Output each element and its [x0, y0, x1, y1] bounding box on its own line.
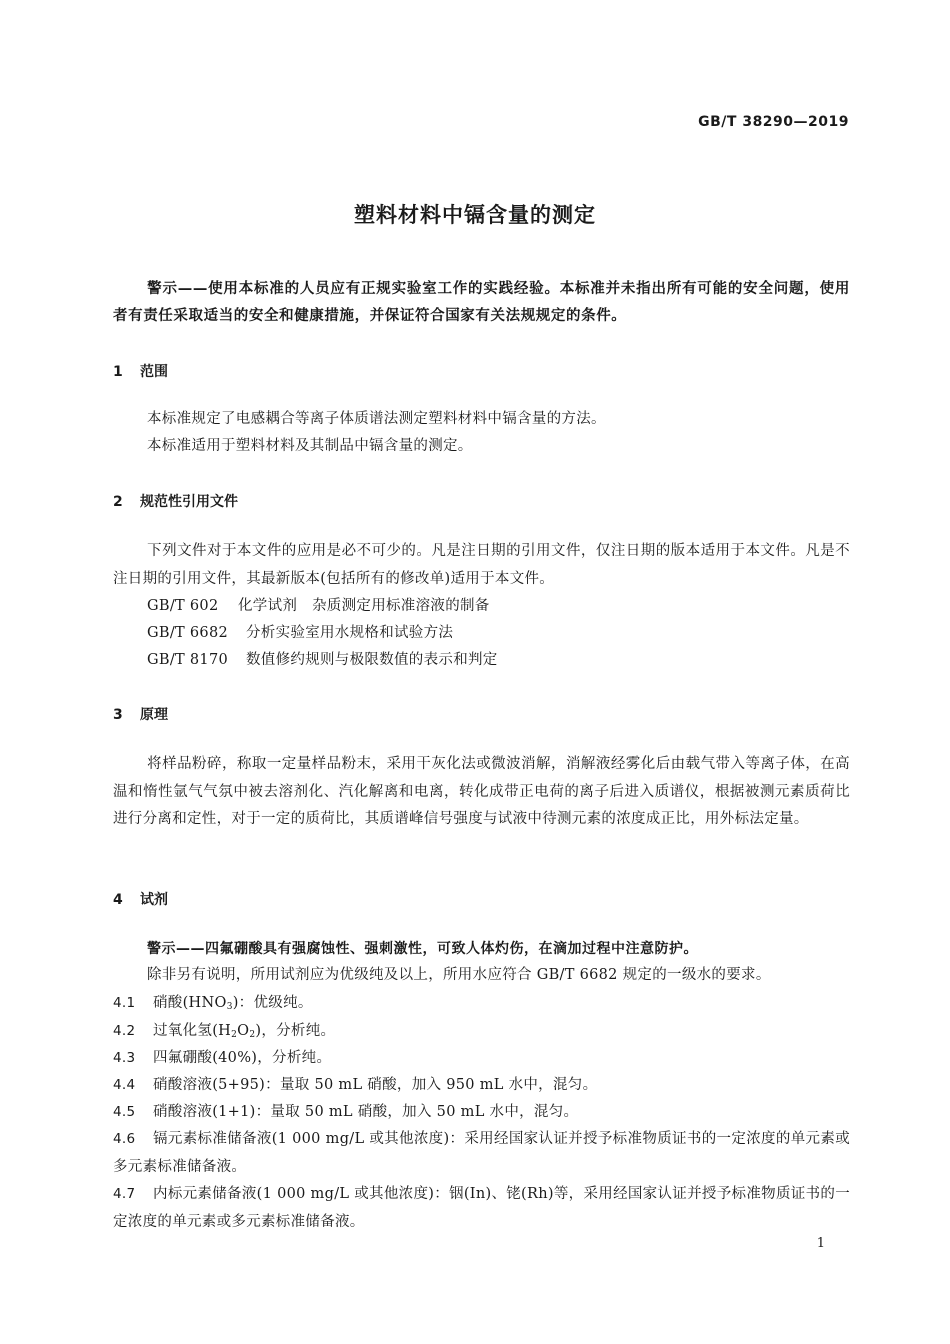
reagent-item: 4.7 内标元素储备液(1 000 mg/L 或其他浓度)：铟(In)、铑(Rh)等，采用经国家认证并授予标准物质证书的一定浓度的单元素或多元素标准储备液。	[113, 1186, 850, 1230]
scope-paragraph-2: 本标准适用于塑料材料及其制品中镉含量的测定。	[147, 438, 473, 454]
standard-code: GB/T 38290—2019	[698, 114, 849, 130]
safety-warning	[113, 276, 850, 330]
section-heading-scope: 1 范围	[113, 364, 168, 380]
reagent-item: 4.3 四氟硼酸(40%)，分析纯。	[113, 1050, 332, 1066]
reagent-item: 4.6 镉元素标准储备液(1 000 mg/L 或其他浓度)：采用经国家认证并授予标准物质证书的一定浓度的单元素或多元素标准储备液。	[113, 1131, 850, 1175]
reagent-warning: 警示——四氟硼酸具有强腐蚀性、强刺激性，可致人体灼伤，在滴加过程中注意防护。	[147, 941, 698, 957]
reagent-item: 4.1 硝酸$(HNO_3)$：优级纯。	[113, 995, 313, 1012]
reagent-intro: 除非另有说明，所用试剂应为优级纯及以上，所用水应符合 GB/T 6682 规定的一级水的要求。	[147, 967, 771, 983]
reference-item: GB/T 602 化学试剂 杂质测定用标准溶液的制备	[147, 598, 490, 614]
reference-item: GB/T 6682 分析实验室用水规格和试验方法	[147, 625, 454, 641]
section-heading-principle: 3 原理	[113, 707, 168, 723]
section-heading-reagents: 4 试剂	[113, 892, 168, 908]
safety-warning-text: 警示——使用本标准的人员应有正规实验室工作的实践经验。本标准并未指出所有可能的安全问题，使用者有责任采取适当的安全和健康措施，并保证符合国家有关法规规定的条件。	[113, 281, 850, 324]
page-number: 1	[816, 1236, 825, 1251]
reference-item: GB/T 8170 数值修约规则与极限数值的表示和判定	[147, 652, 498, 668]
scope-paragraph-1: 本标准规定了电感耦合等离子体质谱法测定塑料材料中镉含量的方法。	[147, 411, 606, 427]
page-title: 塑料材料中镉含量的测定	[354, 203, 596, 227]
reagent-item: 4.2 过氧化氢$(H_2O_2)$，分析纯。	[113, 1023, 336, 1040]
section-heading-normative: 2 规范性引用文件	[113, 494, 238, 510]
normative-intro: 下列文件对于本文件的应用是必不可少的。凡是注日期的引用文件，仅注日期的版本适用于本文件。凡是不注日期的引用文件，其最新版本(包括所有的修改单)适用于本文件。	[113, 543, 850, 587]
reagent-item: 4.5 硝酸溶液(1+1)：量取 50 mL 硝酸，加入 50 mL 水中，混匀。	[113, 1104, 579, 1120]
reagent-item: 4.4 硝酸溶液(5+95)：量取 50 mL 硝酸，加入 950 mL 水中，混匀。	[113, 1077, 598, 1093]
principle-paragraph: 将样品粉碎，称取一定量样品粉末，采用干灰化法或微波消解，消解液经雾化后由载气带入等离子体，在高温和惰性氩气气氛中被去溶剂化、汽化解离和电离，转化成带正电荷的离子后进入质谱仪，根据被测元素质荷比进行分离和定性，对于一定的质荷比，其质谱峰信号强度与试液中待测元素的浓度成正比，用外标法定量。	[113, 756, 850, 827]
